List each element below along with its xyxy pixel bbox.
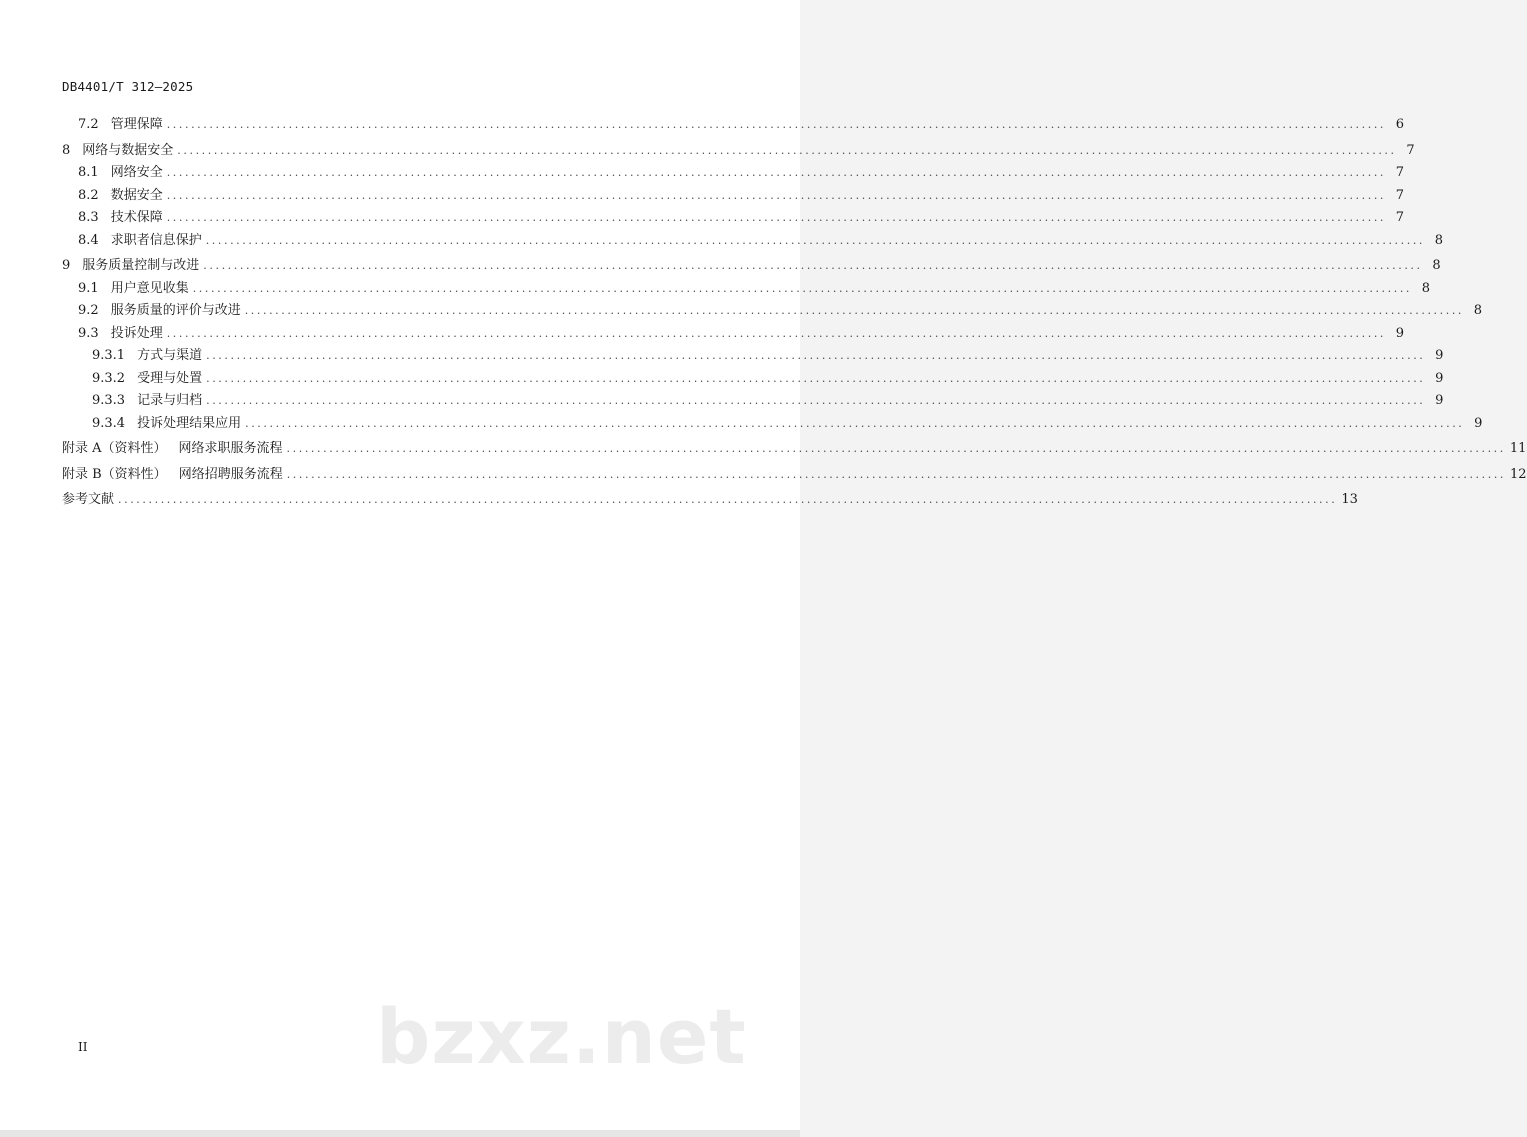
- toc-entry-number: 8: [62, 142, 71, 158]
- toc-entry-page: 9: [1395, 325, 1405, 341]
- toc-entry-page: 7: [1406, 142, 1415, 158]
- toc-leader-dots: ........................................................................................................................................................................................................: [244, 304, 1465, 317]
- toc-entry[interactable]: [62, 162, 1405, 185]
- toc-leader-dots: ........................................................................................................................................................................................................: [286, 442, 1506, 455]
- toc-entry-title: 服务质量的评价与改进: [110, 303, 241, 318]
- toc-entry[interactable]: [62, 438, 1527, 461]
- toc-leader-dots: ........................................................................................................................................................................................................: [245, 416, 1465, 430]
- toc-entry-number: 9.3.2: [92, 370, 126, 386]
- toc-entry[interactable]: [62, 278, 1431, 301]
- toc-entry-number: 8.3: [78, 210, 99, 225]
- toc-entry[interactable]: [62, 489, 1358, 512]
- toc-entry-page: 7: [1395, 210, 1405, 225]
- toc-entry-title: 技术保障: [110, 210, 163, 225]
- toc-entry-number: 9.3.3: [92, 393, 126, 408]
- toc-entry-page: 7: [1395, 165, 1405, 180]
- toc-entry[interactable]: [62, 323, 1405, 346]
- toc-entry-number: 7.2: [78, 117, 99, 132]
- toc-leader-dots: ........................................................................................................................................................................................................: [206, 349, 1426, 362]
- toc-entry[interactable]: [62, 368, 1444, 391]
- toc-entry-title: 受理与处置: [137, 370, 203, 386]
- toc-entry-page: 9: [1435, 393, 1444, 408]
- toc-entry-number: 9.3.4: [92, 415, 126, 431]
- toc-entry-page: 9: [1435, 370, 1444, 386]
- toc-entry[interactable]: [62, 255, 1441, 278]
- toc-leader-dots: ........................................................................................................................................................................................................: [166, 118, 1387, 131]
- page-number: II: [78, 1040, 88, 1054]
- page-bottom-edge: [0, 1130, 800, 1137]
- toc-leader-dots: ........................................................................................................................................................................................................: [118, 493, 1338, 506]
- toc-entry-title: 记录与归档: [137, 393, 203, 408]
- toc-entry-number: 附录 B（资料性）: [62, 466, 167, 482]
- toc-entry-number: 9.3: [78, 325, 99, 341]
- toc-entry-number: 8.2: [78, 187, 99, 203]
- toc-entry-page: 8: [1434, 232, 1444, 248]
- toc-entry-title: 用户意见收集: [110, 280, 189, 296]
- toc-entry[interactable]: [62, 185, 1405, 208]
- toc-entry-number: 9.3.1: [92, 348, 126, 363]
- toc-entry[interactable]: [62, 300, 1483, 323]
- toc-leader-dots: ........................................................................................................................................................................................................: [206, 371, 1426, 385]
- toc-entry-page: 9: [1474, 415, 1483, 431]
- toc-entry-title: 网络求职服务流程: [178, 441, 283, 456]
- toc-entry-page: 11: [1509, 441, 1527, 456]
- toc-leader-dots: ........................................................................................................................................................................................................: [177, 143, 1397, 157]
- toc-entry-number: 8.1: [78, 165, 99, 180]
- toc-entry[interactable]: [62, 464, 1527, 487]
- toc-entry-number: 9.2: [78, 303, 99, 318]
- toc-entry-page: 8: [1421, 280, 1431, 296]
- toc-entry-number: 9: [62, 258, 71, 273]
- toc-leader-dots: ........................................................................................................................................................................................................: [166, 188, 1387, 202]
- toc-entry[interactable]: [62, 140, 1415, 163]
- toc-leader-dots: ........................................................................................................................................................................................................: [286, 467, 1507, 481]
- toc-entry-page: 7: [1395, 187, 1405, 203]
- toc-entry-title: 服务质量控制与改进: [82, 258, 200, 273]
- toc-entry-page: 13: [1341, 492, 1358, 507]
- table-of-contents: [62, 114, 1527, 512]
- toc-entry-title: 网络招聘服务流程: [178, 466, 283, 482]
- toc-entry-number: 8.4: [78, 232, 99, 248]
- toc-entry[interactable]: [62, 114, 1405, 137]
- toc-entry[interactable]: [62, 230, 1444, 253]
- toc-entry[interactable]: [62, 345, 1444, 368]
- toc-entry-page: 12: [1510, 466, 1527, 482]
- toc-entry-title: 参考文献: [62, 492, 115, 507]
- toc-entry-page: 9: [1435, 348, 1444, 363]
- watermark-text: bzxz.net: [376, 992, 747, 1081]
- toc-entry-title: 数据安全: [110, 187, 163, 203]
- toc-entry-page: 6: [1395, 117, 1405, 132]
- toc-entry-title: 投诉处理: [110, 325, 163, 341]
- toc-entry[interactable]: [62, 207, 1405, 230]
- toc-entry-title: 投诉处理结果应用: [137, 415, 242, 431]
- toc-leader-dots: ........................................................................................................................................................................................................: [203, 259, 1423, 272]
- toc-entry[interactable]: [62, 413, 1483, 436]
- toc-entry-number: 附录 A（资料性）: [62, 441, 167, 456]
- toc-entry-title: 求职者信息保护: [110, 232, 202, 248]
- standard-code-header: DB4401/T 312—2025: [62, 79, 194, 94]
- toc-leader-dots: ........................................................................................................................................................................................................: [166, 166, 1387, 179]
- toc-leader-dots: ........................................................................................................................................................................................................: [205, 233, 1426, 247]
- toc-entry-title: 网络安全: [110, 165, 163, 180]
- toc-entry-title: 管理保障: [110, 117, 163, 132]
- toc-leader-dots: ........................................................................................................................................................................................................: [206, 394, 1426, 407]
- toc-entry-page: 8: [1432, 258, 1441, 273]
- toc-entry-page: 8: [1473, 303, 1483, 318]
- toc-entry-title: 网络与数据安全: [82, 142, 174, 158]
- toc-entry-title: 方式与渠道: [137, 348, 203, 363]
- toc-leader-dots: ........................................................................................................................................................................................................: [166, 326, 1387, 340]
- toc-entry-number: 9.1: [78, 280, 99, 296]
- toc-leader-dots: ........................................................................................................................................................................................................: [192, 281, 1413, 295]
- toc-entry[interactable]: [62, 390, 1444, 413]
- toc-leader-dots: ........................................................................................................................................................................................................: [166, 211, 1387, 224]
